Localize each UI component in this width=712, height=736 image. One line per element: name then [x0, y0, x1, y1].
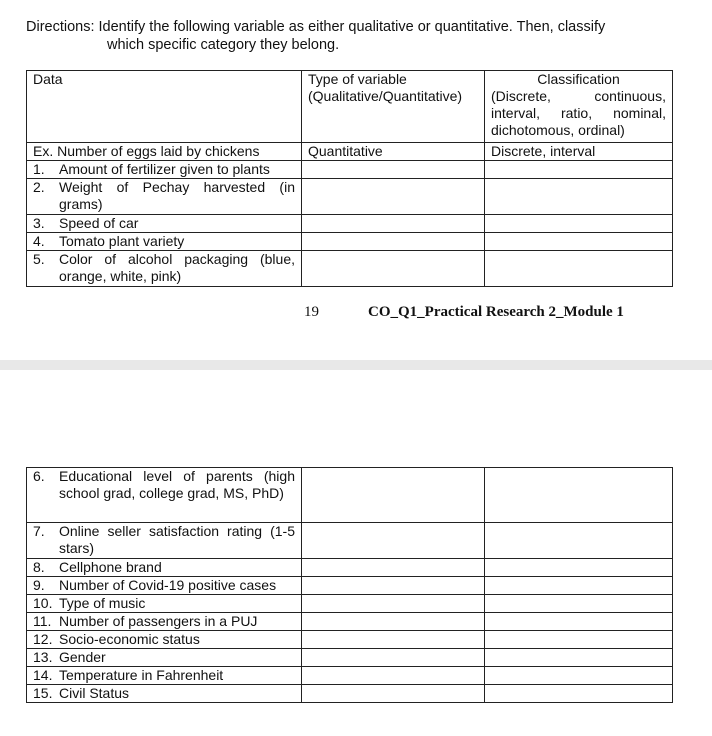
- page-number: 19: [304, 304, 319, 320]
- item-number: 14.: [33, 667, 53, 683]
- item-text: Cellphone brand: [59, 559, 162, 575]
- table-row: [27, 559, 673, 577]
- table-row: [27, 667, 673, 685]
- item-text: Number of Covid-19 positive cases: [59, 577, 277, 593]
- classification-title: Classification: [537, 71, 620, 87]
- classification-answer-cell[interactable]: [485, 179, 673, 215]
- table-row: [27, 595, 673, 613]
- table-row: [27, 631, 673, 649]
- classification-answer-cell[interactable]: [485, 577, 673, 595]
- item-number: 10.: [33, 595, 53, 611]
- classification-answer-cell[interactable]: [485, 215, 673, 233]
- item-text: Socio-economic status: [59, 631, 200, 647]
- page-separator: [0, 360, 712, 370]
- type-answer-cell[interactable]: [302, 613, 485, 631]
- item-number: 8.: [33, 559, 45, 575]
- directions-line-2: which specific category they belong.: [107, 37, 340, 53]
- classification-answer-cell[interactable]: [485, 685, 673, 703]
- type-answer-cell[interactable]: [302, 161, 485, 179]
- type-answer-cell[interactable]: [302, 523, 485, 559]
- item-number: 7.: [33, 523, 45, 539]
- header-row: [27, 71, 673, 143]
- item-text: Temperature in Fahrenheit: [59, 667, 224, 683]
- classification-answer-cell[interactable]: [485, 468, 673, 523]
- type-answer-cell[interactable]: [302, 595, 485, 613]
- item-text: Weight of Pechay harvested (in grams): [59, 179, 295, 212]
- header-classification: [485, 71, 673, 143]
- type-answer-cell[interactable]: [302, 685, 485, 703]
- item-number: 11.: [33, 613, 52, 629]
- header-type: Type of variable (Qualitative/Quantitative): [302, 71, 485, 143]
- type-answer-cell[interactable]: [302, 233, 485, 251]
- example-row: [27, 143, 673, 161]
- item-number: 9.: [33, 577, 45, 593]
- classification-answer-cell[interactable]: [485, 649, 673, 667]
- item-text: Color of alcohol packaging (blue, orange, white, pink): [59, 251, 295, 284]
- item-text: Speed of car: [59, 215, 139, 231]
- classification-answer-cell[interactable]: [485, 523, 673, 559]
- classification-answer-cell[interactable]: [485, 595, 673, 613]
- item-text: Tomato plant variety: [59, 233, 185, 249]
- worksheet-table-1: [26, 70, 673, 287]
- table-row: [27, 649, 673, 667]
- type-answer-cell[interactable]: [302, 649, 485, 667]
- type-answer-cell[interactable]: [302, 577, 485, 595]
- item-text: Amount of fertilizer given to plants: [59, 161, 270, 177]
- type-answer-cell[interactable]: [302, 179, 485, 215]
- classification-answer-cell[interactable]: [485, 631, 673, 649]
- classification-answer-cell[interactable]: [485, 161, 673, 179]
- item-text: Number of passengers in a PUJ: [59, 613, 258, 629]
- table-row: [27, 523, 673, 559]
- type-answer-cell[interactable]: [302, 215, 485, 233]
- item-text: Civil Status: [59, 685, 130, 701]
- classification-answer-cell[interactable]: [485, 613, 673, 631]
- table-row: [27, 685, 673, 703]
- item-text: Gender: [59, 649, 106, 665]
- worksheet-table-2: [26, 467, 673, 703]
- directions-line-1: Directions: Identify the following variable as either qualitative or quantitative. Then, classify: [26, 19, 606, 35]
- table-row: [27, 215, 673, 233]
- item-number: 4.: [33, 233, 45, 249]
- table-row: [27, 233, 673, 251]
- classification-answer-cell[interactable]: [485, 667, 673, 685]
- example-data: Ex. Number of eggs laid by chickens: [27, 143, 302, 161]
- table-row: [27, 613, 673, 631]
- item-text: Educational level of parents (high school grad, college grad, MS, PhD): [59, 468, 295, 501]
- table-row: [27, 577, 673, 595]
- item-number: 5.: [33, 251, 45, 267]
- module-title: CO_Q1_Practical Research 2_Module 1: [368, 304, 624, 320]
- table-row: [27, 161, 673, 179]
- classification-answer-cell[interactable]: [485, 233, 673, 251]
- table-row: [27, 179, 673, 215]
- table-row: [27, 468, 673, 523]
- type-answer-cell[interactable]: [302, 559, 485, 577]
- classification-options: (Discrete, continuous, interval, ratio, nominal, dichotomous, ordinal): [491, 88, 666, 138]
- item-number: 6.: [33, 468, 45, 484]
- classification-answer-cell[interactable]: [485, 251, 673, 287]
- type-answer-cell[interactable]: [302, 251, 485, 287]
- item-number: 1.: [33, 161, 45, 177]
- directions: [26, 18, 686, 54]
- item-number: 15.: [33, 685, 53, 701]
- item-number: 12.: [33, 631, 53, 647]
- item-number: 13.: [33, 649, 53, 665]
- item-number: 2.: [33, 179, 45, 195]
- item-text: Type of music: [59, 595, 146, 611]
- item-number: 3.: [33, 215, 45, 231]
- example-classification: Discrete, interval: [485, 143, 673, 161]
- header-data: Data: [27, 71, 302, 143]
- table-row: [27, 251, 673, 287]
- type-answer-cell[interactable]: [302, 667, 485, 685]
- classification-answer-cell[interactable]: [485, 559, 673, 577]
- example-type: Quantitative: [302, 143, 485, 161]
- item-text: Online seller satisfaction rating (1-5 stars): [59, 523, 295, 556]
- type-answer-cell[interactable]: [302, 631, 485, 649]
- type-answer-cell[interactable]: [302, 468, 485, 523]
